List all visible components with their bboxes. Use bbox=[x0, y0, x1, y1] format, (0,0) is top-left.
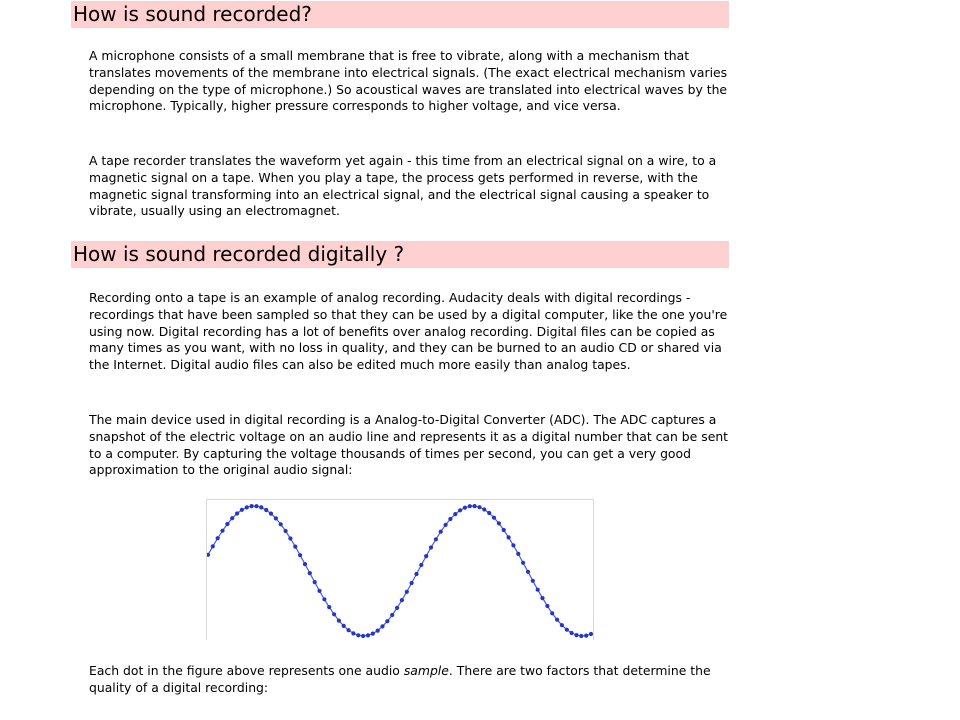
sample-dot bbox=[264, 508, 268, 512]
adc-paragraph: The main device used in digital recording is a Analog-to-Digital Converter (ADC). The ADC captures a snapshot of the electric voltage on an audio line and represents it as a digital number that can be sent to a computer. By capturing the voltage thousands of times per second, you can get a very good approximation to the original audio signal: bbox=[89, 412, 729, 478]
sample-dot bbox=[584, 634, 588, 638]
sample-dot bbox=[579, 634, 583, 638]
sample-dot bbox=[405, 590, 409, 594]
sample-dot bbox=[555, 618, 559, 622]
sample-dot bbox=[502, 528, 506, 532]
sample-dot bbox=[531, 579, 535, 583]
sample-dot bbox=[347, 628, 351, 632]
sample-dot bbox=[400, 598, 404, 602]
sample-dot bbox=[482, 507, 486, 511]
sample-explanation-paragraph bbox=[89, 663, 739, 697]
sample-dot bbox=[545, 604, 549, 608]
sample-dot bbox=[298, 553, 302, 557]
sample-dot bbox=[207, 553, 210, 557]
sample-dot bbox=[235, 511, 239, 515]
section-heading-how-sound-recorded: How is sound recorded? bbox=[71, 1, 729, 28]
sample-dot bbox=[468, 504, 472, 508]
sample-dot bbox=[521, 561, 525, 565]
sample-dot bbox=[511, 543, 515, 547]
sample-dot bbox=[288, 536, 292, 540]
sample-term: sample bbox=[403, 663, 449, 678]
sample-dot bbox=[385, 619, 389, 623]
sample-dot bbox=[279, 522, 283, 526]
sample-dot bbox=[303, 562, 307, 566]
sample-dot bbox=[453, 512, 457, 516]
sampled-waveform-svg bbox=[207, 500, 593, 640]
sample-dot bbox=[245, 505, 249, 509]
sample-dot bbox=[250, 504, 254, 508]
sample-dot bbox=[473, 504, 477, 508]
sample-dot bbox=[230, 516, 234, 520]
sample-dot bbox=[463, 506, 467, 510]
sample-dot bbox=[240, 508, 244, 512]
sample-dot bbox=[550, 611, 554, 615]
analog-recording-paragraph: Recording onto a tape is an example of analog recording. Audacity deals with digital recordings - recordings that have been sampled so that they can be used by a digital computer, like the one you're using now. Digital recording has a lot of benefits over analog recording. Digital files can be copied as many times as you want, with no loss in quality, and they can be burned to an audio CD or shared via the Internet. Digital audio files can also be edited much more easily than analog tapes. bbox=[89, 290, 728, 373]
sample-dot bbox=[220, 529, 224, 533]
sample-dot bbox=[259, 505, 263, 509]
sample-dot bbox=[376, 629, 380, 633]
sample-dot bbox=[395, 606, 399, 610]
sample-dot bbox=[313, 580, 317, 584]
sample-dot bbox=[410, 581, 414, 585]
sample-dot bbox=[434, 537, 438, 541]
sample-dot bbox=[284, 529, 288, 533]
microphone-paragraph: A microphone consists of a small membrane that is free to vibrate, along with a mechanism that translates movements of the membrane into electrical signals. (The exact electrical mechanism varies depending on the type of microphone.) So acoustical waves are translated into electrical waves by the microphone. Typically, higher pressure corresponds to higher voltage, and vice versa. bbox=[89, 48, 728, 114]
sample-dot bbox=[439, 530, 443, 534]
sample-dot bbox=[274, 516, 278, 520]
waveform-line bbox=[208, 506, 591, 636]
sample-dot bbox=[570, 631, 574, 635]
sample-dot bbox=[540, 596, 544, 600]
sampled-waveform-figure bbox=[206, 499, 594, 640]
sample-dot bbox=[269, 512, 273, 516]
sample-dot bbox=[380, 624, 384, 628]
sample-dot bbox=[574, 633, 578, 637]
sample-dot bbox=[419, 563, 423, 567]
sample-dot bbox=[458, 508, 462, 512]
sample-dot bbox=[477, 505, 481, 509]
tape-recorder-paragraph: A tape recorder translates the waveform yet again - this time from an electrical signal on a wire, to a magnetic signal on a tape. When you play a tape, the process gets performed in reverse, with the magnetic signal transforming into an electrical signal, and the electrical signal causing a speaker to vibrate, usually using an electromagnet. bbox=[89, 153, 717, 219]
sample-dot bbox=[342, 624, 346, 628]
sample-dot bbox=[351, 631, 355, 635]
sample-dot bbox=[487, 511, 491, 515]
sample-dot bbox=[254, 504, 258, 508]
sample-dot bbox=[444, 523, 448, 527]
sample-dot bbox=[332, 612, 336, 616]
sample-dot bbox=[317, 589, 321, 593]
sample-dot bbox=[448, 517, 452, 521]
sample-dot bbox=[526, 570, 530, 574]
sample-dot bbox=[361, 634, 365, 638]
sample-dot bbox=[216, 536, 220, 540]
sample-dot bbox=[371, 632, 375, 636]
sample-dot bbox=[560, 623, 564, 627]
sample-text-after: . There are two factors that determine the quality of a digital recording: bbox=[89, 663, 711, 695]
sample-dot bbox=[356, 633, 360, 637]
sample-dot bbox=[497, 521, 501, 525]
sample-dot bbox=[492, 516, 496, 520]
sample-dot bbox=[536, 588, 540, 592]
sample-dot bbox=[414, 572, 418, 576]
sample-dot bbox=[516, 552, 520, 556]
sample-dot bbox=[366, 633, 370, 637]
sample-dot bbox=[565, 628, 569, 632]
sample-dot bbox=[211, 544, 215, 548]
sample-dot bbox=[424, 554, 428, 558]
sample-dot bbox=[327, 605, 331, 609]
sample-dot bbox=[293, 545, 297, 549]
sample-text-before: Each dot in the figure above represents one audio bbox=[89, 663, 404, 678]
section-heading-digital-recording: How is sound recorded digitally ? bbox=[71, 241, 729, 268]
sample-dot bbox=[507, 535, 511, 539]
sample-dot bbox=[322, 597, 326, 601]
sample-dot bbox=[589, 632, 593, 636]
sample-dot bbox=[337, 619, 341, 623]
sample-dot bbox=[429, 545, 433, 549]
sample-dot bbox=[390, 613, 394, 617]
sample-dot bbox=[308, 571, 312, 575]
sample-dot bbox=[225, 522, 229, 526]
